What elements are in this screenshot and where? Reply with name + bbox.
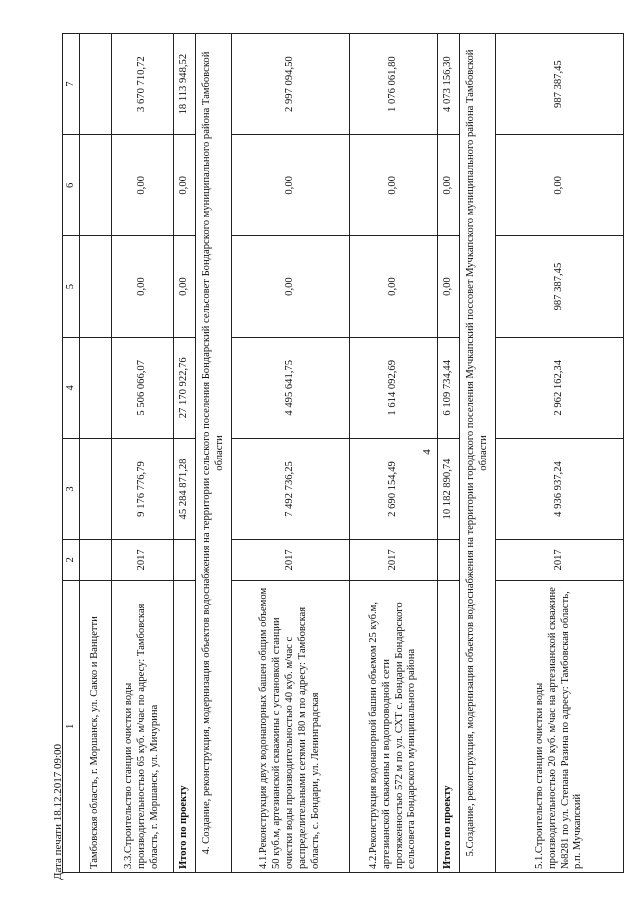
amount-cell bbox=[80, 135, 112, 236]
section-heading-row bbox=[460, 34, 496, 873]
column-header: 7 bbox=[63, 34, 80, 135]
amount-cell bbox=[80, 34, 112, 135]
amount-cell: 987 387,45 bbox=[496, 236, 624, 337]
amount-cell: 4 936 937,24 bbox=[496, 438, 624, 539]
amount-cell: 0,00 bbox=[174, 135, 196, 236]
object-name: 4.2.Реконструкция водонапорной башни объемом 25 куб.м, артезианской скважины и водопроводной сети протяженностью 572 м по ул. СХТ с. Бондари Бондарского сельсовета Бондарского муниципального района bbox=[350, 580, 438, 872]
amount-cell: 45 284 871,28 bbox=[174, 438, 196, 539]
section-heading-row bbox=[196, 34, 232, 873]
year-cell bbox=[174, 540, 196, 580]
column-header: 5 bbox=[63, 236, 80, 337]
amount-cell: 0,00 bbox=[350, 236, 438, 337]
table-row bbox=[496, 34, 624, 873]
amount-cell: 6 109 734,44 bbox=[438, 337, 460, 438]
table-row bbox=[232, 34, 350, 873]
amount-cell: 5 506 066,07 bbox=[112, 337, 174, 438]
table-row bbox=[112, 34, 174, 873]
year-cell: 2017 bbox=[232, 540, 350, 580]
amount-cell: 987 387,45 bbox=[496, 34, 624, 135]
object-name: 3.3.Строительство станции очистки воды производительностью 65 куб. м/час по адресу: Тамбовская область, г. Моршанск, ул. Мичурина bbox=[112, 580, 174, 872]
amount-cell: 0,00 bbox=[438, 236, 460, 337]
year-cell: 2017 bbox=[112, 540, 174, 580]
amount-cell bbox=[80, 438, 112, 539]
total-row bbox=[174, 34, 196, 873]
amount-cell: 2 962 162,34 bbox=[496, 337, 624, 438]
amount-cell: 2 690 154,49 bbox=[350, 438, 438, 539]
amount-cell: 27 170 922,76 bbox=[174, 337, 196, 438]
amount-cell: 9 176 776,79 bbox=[112, 438, 174, 539]
amount-cell: 0,00 bbox=[232, 135, 350, 236]
amount-cell: 7 492 736,25 bbox=[232, 438, 350, 539]
amount-cell: 0,00 bbox=[174, 236, 196, 337]
section-heading: 5.Создание, реконструкция, модернизация объектов водоснабжения на территории городского поселения Мучкапский поссовет Мучкапского муниципального района Тамбовской области bbox=[460, 34, 496, 873]
amount-cell: 1 076 061,80 bbox=[350, 34, 438, 135]
page-number: 4 bbox=[420, 449, 433, 455]
print-date: Дата печати 18.12.2017 09:00 bbox=[52, 743, 64, 880]
column-header: 1 bbox=[63, 580, 80, 872]
amount-cell: 10 182 890,74 bbox=[438, 438, 460, 539]
object-name: 4.1.Реконструкция двух водонапорных башен общим объемом 50 куб.м, артезианской скважины с установкой станции очистки воды производительностью 40 куб. м/час с распределительными сетями 180 м по адресу: Тамбовская область, с. Бондари, ул. Ленинградская bbox=[232, 580, 350, 872]
year-cell: 2017 bbox=[496, 540, 624, 580]
total-label: Итого по проекту bbox=[438, 580, 460, 872]
amount-cell: 0,00 bbox=[438, 135, 460, 236]
amount-cell: 2 997 094,50 bbox=[232, 34, 350, 135]
amount-cell: 4 495 641,75 bbox=[232, 337, 350, 438]
column-header: 3 bbox=[63, 438, 80, 539]
total-label: Итого по проекту bbox=[174, 580, 196, 872]
amount-cell bbox=[80, 337, 112, 438]
amount-cell: 0,00 bbox=[496, 135, 624, 236]
object-name: Тамбовская область, г. Моршанск, ул. Сакко и Ванцетти bbox=[80, 580, 112, 872]
object-name: 5.1.Строительство станции очистки воды производительностью 20 куб. м/час на артезианской скважине №8281 по ул. Степана Разина по адресу: Тамбовская область, р.п. Мучкапский bbox=[496, 580, 624, 872]
section-heading: 4. Создание, реконструкция, модернизация объектов водоснабжения на территории сельского поселения Бондарский сельсовет Бондарского муниципального района Тамбовской области bbox=[196, 34, 232, 873]
amount-cell: 3 670 710,72 bbox=[112, 34, 174, 135]
column-number-row bbox=[63, 34, 80, 873]
year-cell bbox=[80, 540, 112, 580]
amount-cell bbox=[80, 236, 112, 337]
amount-cell: 18 113 948,52 bbox=[174, 34, 196, 135]
year-cell bbox=[438, 540, 460, 580]
column-header: 2 bbox=[63, 540, 80, 580]
year-cell: 2017 bbox=[350, 540, 438, 580]
rotated-page-content bbox=[62, 33, 624, 873]
financing-table bbox=[62, 33, 624, 873]
column-header: 6 bbox=[63, 135, 80, 236]
table-row bbox=[350, 34, 438, 873]
amount-cell: 4 073 156,30 bbox=[438, 34, 460, 135]
amount-cell: 0,00 bbox=[112, 236, 174, 337]
amount-cell: 1 614 092,69 bbox=[350, 337, 438, 438]
amount-cell: 0,00 bbox=[112, 135, 174, 236]
table-row bbox=[80, 34, 112, 873]
total-row bbox=[438, 34, 460, 873]
amount-cell: 0,00 bbox=[350, 135, 438, 236]
column-header: 4 bbox=[63, 337, 80, 438]
amount-cell: 0,00 bbox=[232, 236, 350, 337]
